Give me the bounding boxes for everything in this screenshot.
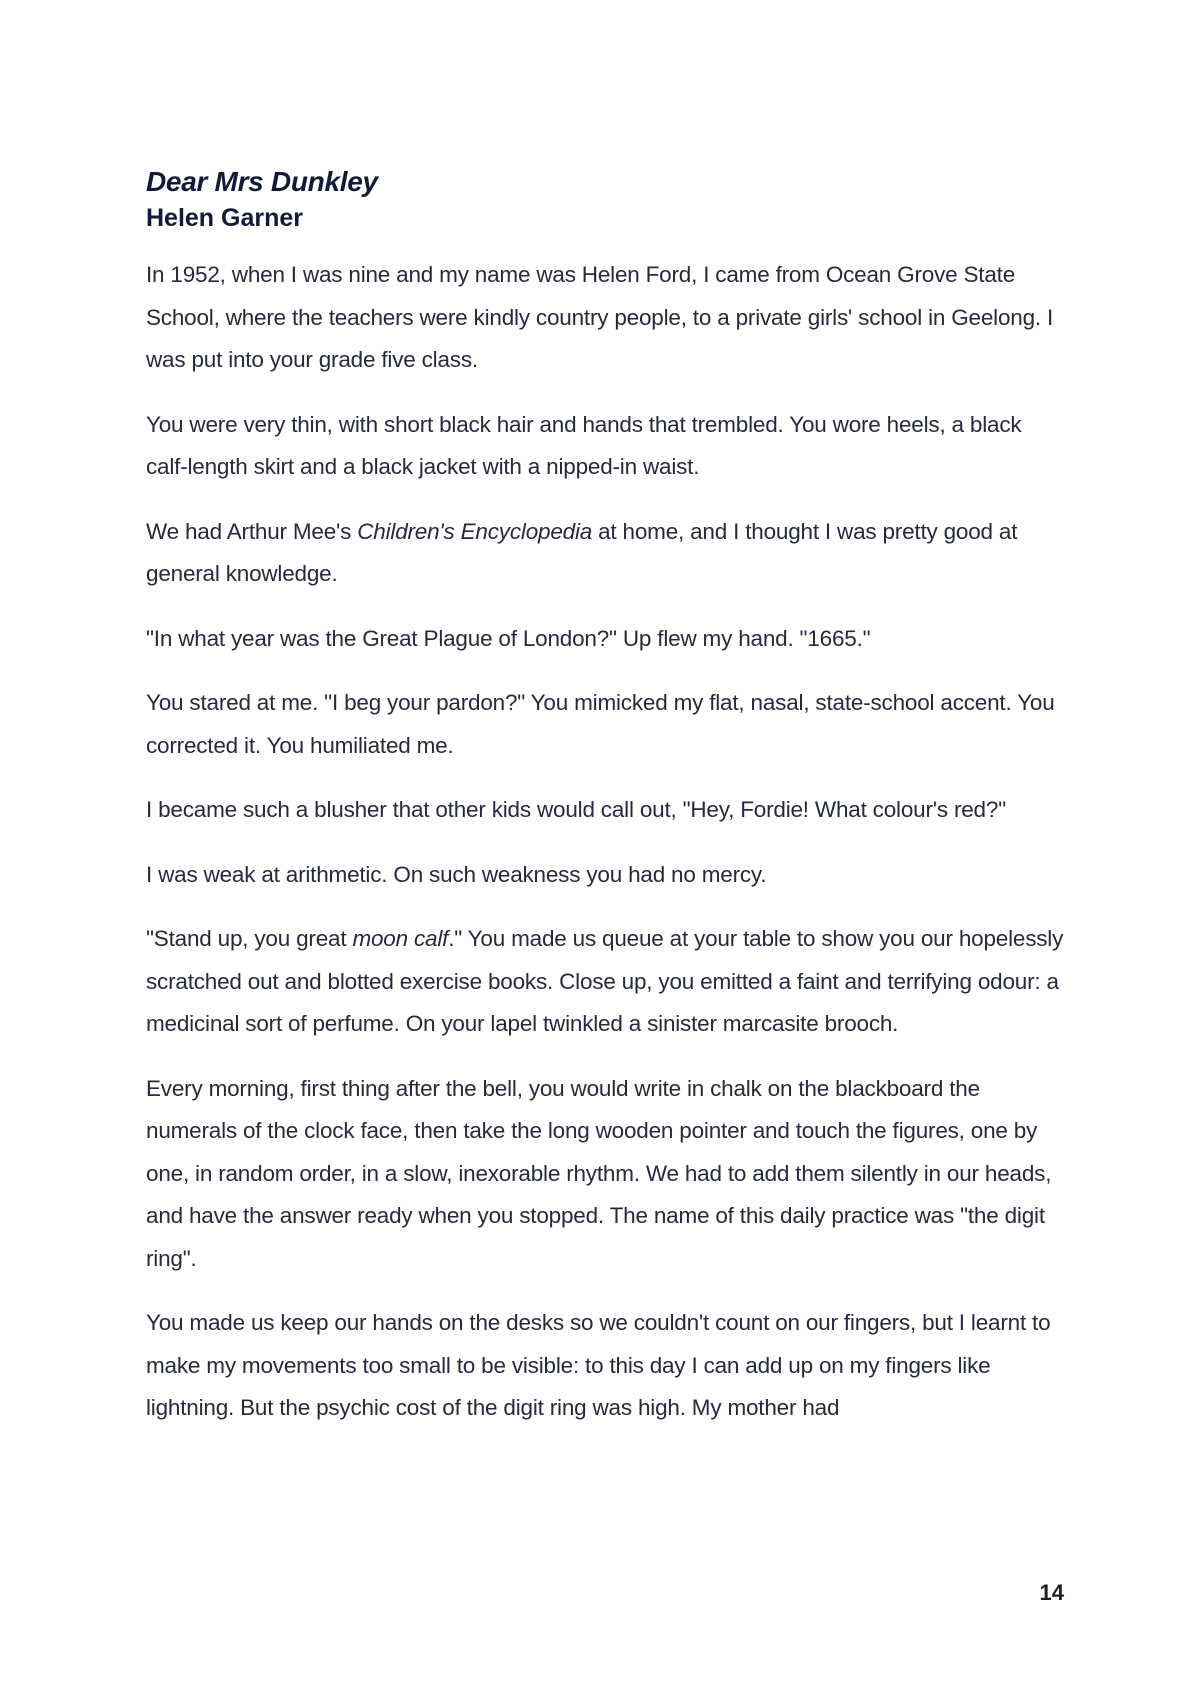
paragraph <box>146 918 1066 1046</box>
author-name: Helen Garner <box>146 204 304 232</box>
paragraph: You made us keep our hands on the desks so we couldn't count on our fingers, but I learnt to make my movements too small to be visible: to this day I can add up on my fingers like lightning. But the psychic cost of the digit ring was high. My mother had <box>146 1310 1051 1420</box>
italic-title: Children's Encyclopedia <box>357 518 593 544</box>
paragraph: I became such a blusher that other kids would call out, "Hey, Fordie! What colour's red?" <box>146 797 1006 822</box>
paragraph: Every morning, first thing after the bell, you would write in chalk on the blackboard the numerals of the clock face, then take the long wooden pointer and touch the figures, one by one, in random order, in a slow, inexorable rhythm. We had to add them silently in our heads, and have the answer ready when you stopped. The name of this daily practice was "the digit ring". <box>146 1075 1052 1271</box>
page-number: 14 <box>1039 1580 1064 1605</box>
paragraph-text: at home, and I thought I was pretty good at general knowledge. <box>146 518 1018 586</box>
page-title: Dear Mrs Dunkley <box>146 166 378 197</box>
paragraph <box>146 511 1066 596</box>
paragraph: In 1952, when I was nine and my name was Helen Ford, I came from Ocean Grove State School, where the teachers were kindly country people, to a private girls' school in Geelong. I was put into your grade five class. <box>146 262 1054 372</box>
paragraph: You stared at me. "I beg your pardon?" You mimicked my flat, nasal, state-school accent. You corrected it. You humiliated me. <box>146 690 1055 758</box>
paragraph: I was weak at arithmetic. On such weakness you had no mercy. <box>146 861 767 887</box>
paragraph: You were very thin, with short black hair and hands that trembled. You wore heels, a black calf-length skirt and a black jacket with a nipped-in waist. <box>146 411 1022 479</box>
paragraph-text: "Stand up, you great <box>146 926 353 951</box>
italic-phrase: moon calf <box>352 926 449 951</box>
paragraph: "In what year was the Great Plague of London?" Up flew my hand. "1665." <box>146 625 871 651</box>
page-content <box>146 164 1066 1452</box>
paragraph-text: ." You made us queue at your table to show you our hopelessly scratched out and blotted exercise books. Close up, you emitted a faint and terrifying odour: a medicinal sort of perfume. On your lapel twinkled a sinister marcasite brooch. <box>146 926 1064 1036</box>
paragraph-text: We had Arthur Mee's <box>146 518 358 544</box>
